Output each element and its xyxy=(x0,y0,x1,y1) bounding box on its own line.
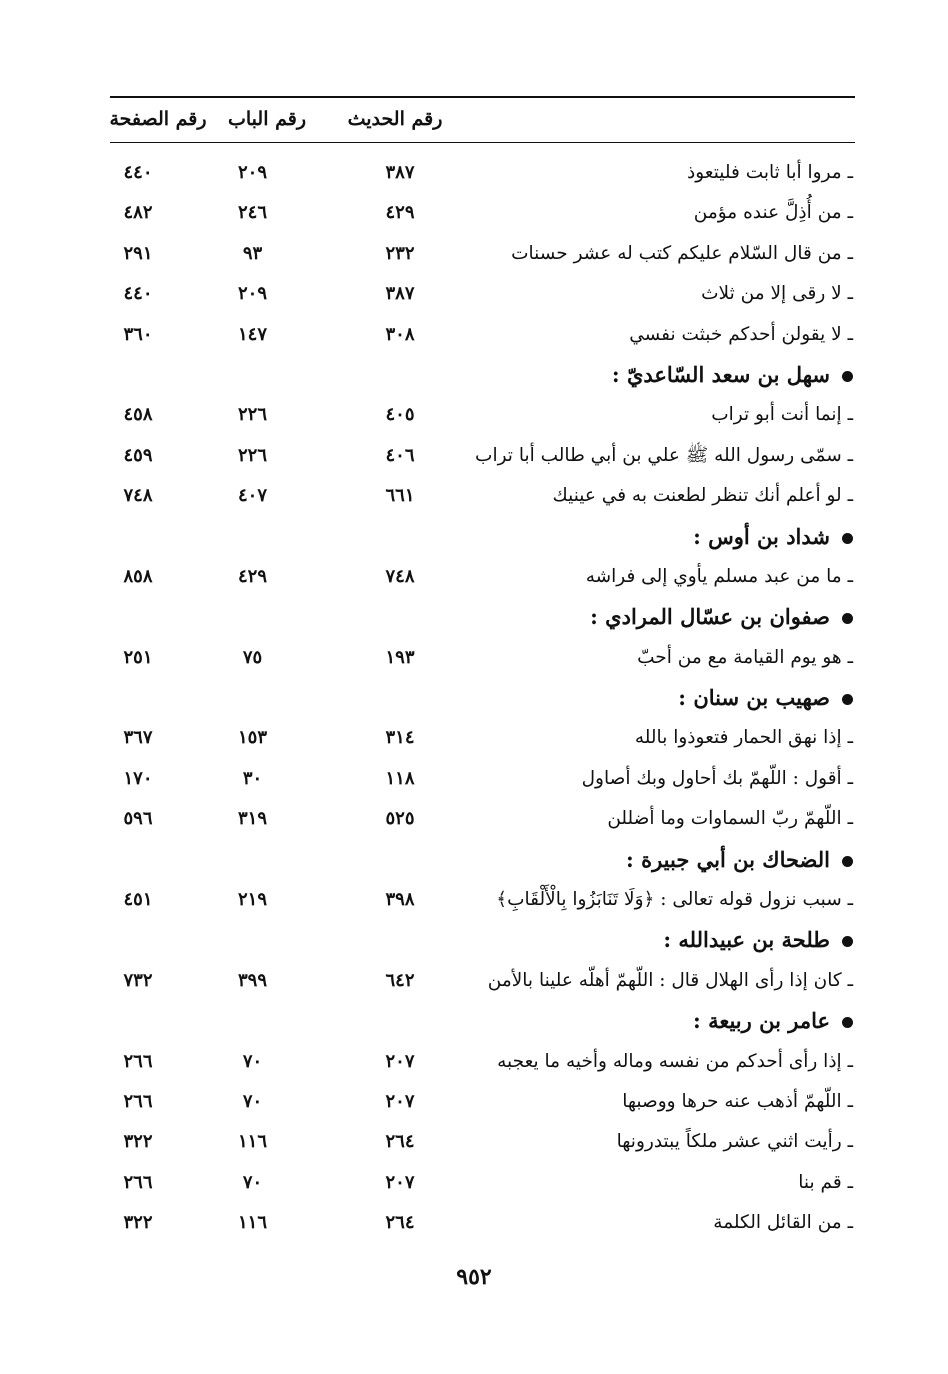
hadith-number: ١١٨ xyxy=(385,767,415,789)
page-ref: ٧٣٢ xyxy=(123,969,153,991)
hadith-text: ـ كان إذا رأى الهلال قال : اللّهمّ أهلّه علينا بالأمن xyxy=(487,969,853,991)
hadith-text: ـ لا رقى إلا من ثلاث xyxy=(701,283,853,305)
hadith-number xyxy=(352,358,448,392)
hadith-number: ٣٨٧ xyxy=(385,283,415,305)
hadith-number: ٤٠٥ xyxy=(385,404,415,426)
page-ref xyxy=(103,520,173,554)
page-ref: ٤٥٩ xyxy=(123,444,153,466)
narrator-name xyxy=(433,681,853,715)
narrator-label: عامر بن ربيعة : xyxy=(693,1008,830,1034)
index-table xyxy=(0,152,948,1243)
header-bab-number: رقم الباب xyxy=(228,108,306,130)
page-ref: ٤٤٠ xyxy=(123,283,153,305)
table-row xyxy=(0,475,948,515)
bab-number: ٢٠٩ xyxy=(237,283,267,305)
hadith-number: ٣١٤ xyxy=(385,727,415,749)
hadith-text: ـ سبب نزول قوله تعالى : ﴿وَلَا تَنَابَزُوا بِالْأَلْقَابِ﴾ xyxy=(496,889,853,911)
hadith-number: ٦٦١ xyxy=(385,485,415,507)
hadith-number: ٣٨٧ xyxy=(385,162,415,183)
narrator-heading-row xyxy=(0,839,948,879)
hadith-text: ـ ما من عبد مسلم يأوي إلى فراشه xyxy=(585,565,853,587)
bab-number: ٢١٩ xyxy=(237,889,267,911)
narrator-label: سهل بن سعد السّاعديّ : xyxy=(611,361,830,387)
table-row xyxy=(0,273,948,313)
narrator-heading-row xyxy=(0,596,948,636)
hadith-text: ـ اللّهمّ أذهب عنه حرها ووصبها xyxy=(622,1090,853,1112)
bab-number xyxy=(215,681,290,715)
hadith-number: ٣٩٨ xyxy=(385,889,415,911)
page-ref: ٢٦٦ xyxy=(123,1050,153,1072)
hadith-text: ـ مروا أبا ثابت فليتعوذ xyxy=(686,162,853,183)
hadith-number xyxy=(352,1004,448,1038)
hadith-text: ـ أقول : اللّهمّ بك أحاول وبك أصاول xyxy=(581,767,853,789)
hadith-text: ـ إذا نهق الحمار فتعوذوا بالله xyxy=(634,727,853,749)
header-hadith-number: رقم الحديث xyxy=(347,108,443,130)
table-row xyxy=(0,435,948,475)
bab-number: ٣١٩ xyxy=(237,808,267,830)
bab-number: ١٤٧ xyxy=(237,323,267,345)
narrator-name xyxy=(433,923,853,957)
table-row xyxy=(0,960,948,1000)
table-row xyxy=(0,1081,948,1121)
bab-number xyxy=(215,923,290,957)
hadith-text: ـ من أُذِلَّ عنده مؤمن xyxy=(693,202,853,224)
narrator-heading-row xyxy=(0,1000,948,1040)
hadith-number: ٢٠٧ xyxy=(385,1090,415,1112)
narrator-name xyxy=(433,843,853,877)
table-row xyxy=(0,637,948,677)
hadith-number: ٥٢٥ xyxy=(385,808,415,830)
bab-number: ٧٠ xyxy=(242,1171,263,1193)
hadith-number: ٧٤٨ xyxy=(385,565,415,587)
table-row xyxy=(0,798,948,838)
page-ref: ٣٢٢ xyxy=(123,1212,153,1234)
table-row xyxy=(0,717,948,757)
bab-number: ٢٢٦ xyxy=(237,444,267,466)
bab-number: ٧٥ xyxy=(242,646,263,668)
header-page-number: رقم الصفحة xyxy=(109,108,207,130)
hadith-text: ـ لو أعلم أنك تنظر لطعنت به في عينيك xyxy=(552,485,853,507)
bab-number: ٣٩٩ xyxy=(237,969,267,991)
table-row xyxy=(0,879,948,919)
page-ref: ٣٦٠ xyxy=(123,323,153,345)
table-row xyxy=(0,758,948,798)
bab-number: ٣٠ xyxy=(242,767,263,789)
page-ref xyxy=(103,600,173,634)
narrator-name xyxy=(433,358,853,392)
table-row xyxy=(0,192,948,232)
bullet-icon xyxy=(842,856,853,867)
page-ref: ٤٥٨ xyxy=(123,404,153,426)
hadith-number: ٢٦٤ xyxy=(385,1131,415,1153)
bab-number: ٤٠٧ xyxy=(237,485,267,507)
page-ref xyxy=(103,1004,173,1038)
page-ref xyxy=(103,358,173,392)
table-row xyxy=(0,556,948,596)
page-ref: ٥٩٦ xyxy=(123,808,153,830)
page-ref: ٤٥١ xyxy=(123,889,153,911)
page-ref: ٧٤٨ xyxy=(123,485,153,507)
bab-number: ٢٠٩ xyxy=(237,162,267,183)
table-row xyxy=(0,1162,948,1202)
bab-number xyxy=(215,358,290,392)
table-row xyxy=(0,394,948,434)
hadith-number: ٢٠٧ xyxy=(385,1050,415,1072)
bullet-icon xyxy=(842,371,853,382)
page-ref xyxy=(103,923,173,957)
hadith-text: ـ قم بنا xyxy=(798,1171,853,1193)
hadith-number: ٢٠٧ xyxy=(385,1171,415,1193)
page-ref: ٢٦٦ xyxy=(123,1090,153,1112)
hadith-number: ٢٦٤ xyxy=(385,1212,415,1234)
table-row xyxy=(0,152,948,192)
page-number: ٩٥٢ xyxy=(456,1264,492,1290)
page-ref: ٤٨٢ xyxy=(123,202,153,224)
narrator-heading-row xyxy=(0,919,948,959)
bab-number: ١١٦ xyxy=(237,1212,267,1234)
hadith-text: ـ لا يقولن أحدكم خبثت نفسي xyxy=(629,323,853,345)
bab-number: ٢٤٦ xyxy=(237,202,267,224)
bullet-icon xyxy=(842,1017,853,1028)
header-rule xyxy=(110,142,855,143)
hadith-text: ـ هو يوم القيامة مع من أحبّ xyxy=(637,646,853,668)
narrator-name xyxy=(433,600,853,634)
narrator-label: طلحة بن عبيدالله : xyxy=(663,927,830,953)
page-ref: ٣٢٢ xyxy=(123,1131,153,1153)
hadith-number: ٤٢٩ xyxy=(385,202,415,224)
bab-number: ٧٠ xyxy=(242,1090,263,1112)
bab-number: ١٥٣ xyxy=(237,727,267,749)
bullet-icon xyxy=(842,533,853,544)
bab-number xyxy=(215,600,290,634)
hadith-number: ٦٤٢ xyxy=(385,969,415,991)
hadith-text: ـ إذا رأى أحدكم من نفسه وماله وأخيه ما يعجبه xyxy=(497,1050,853,1072)
table-row xyxy=(0,1202,948,1242)
page-ref: ٢٥١ xyxy=(123,646,153,668)
hadith-text: ـ من القائل الكلمة xyxy=(713,1212,853,1234)
bab-number xyxy=(215,843,290,877)
page-ref: ٤٤٠ xyxy=(123,162,153,183)
hadith-number: ٢٣٢ xyxy=(385,242,415,264)
narrator-label: شداد بن أوس : xyxy=(693,523,830,549)
page-ref: ٢٩١ xyxy=(123,242,153,264)
page-ref xyxy=(103,681,173,715)
bab-number: ٧٠ xyxy=(242,1050,263,1072)
table-row xyxy=(0,1041,948,1081)
bullet-icon xyxy=(842,936,853,947)
hadith-text: ـ سمّى رسول الله ﷺ علي بن أبي طالب أبا تراب xyxy=(475,444,853,466)
narrator-name xyxy=(433,1004,853,1038)
narrator-label: الضحاك بن أبي جبيرة : xyxy=(626,846,830,872)
hadith-number: ٤٠٦ xyxy=(385,444,415,466)
page-ref xyxy=(103,843,173,877)
page-ref: ٢٦٦ xyxy=(123,1171,153,1193)
hadith-number: ١٩٣ xyxy=(385,646,415,668)
narrator-name xyxy=(433,520,853,554)
bab-number: ١١٦ xyxy=(237,1131,267,1153)
hadith-number xyxy=(352,520,448,554)
hadith-number xyxy=(352,923,448,957)
table-row xyxy=(0,233,948,273)
narrator-label: صفوان بن عسّال المرادي : xyxy=(590,604,830,630)
page-ref: ١٧٠ xyxy=(123,767,153,789)
bullet-icon xyxy=(842,694,853,705)
hadith-number xyxy=(352,681,448,715)
hadith-number xyxy=(352,600,448,634)
hadith-number: ٣٠٨ xyxy=(385,323,415,345)
hadith-text: ـ إنما أنت أبو تراب xyxy=(711,404,853,426)
hadith-text: ـ رأيت اثني عشر ملكاً يبتدرونها xyxy=(616,1131,853,1153)
top-rule xyxy=(110,96,855,98)
bab-number xyxy=(215,520,290,554)
hadith-text: ـ اللّهمّ ربّ السماوات وما أضللن xyxy=(607,808,853,830)
narrator-heading-row xyxy=(0,516,948,556)
table-row xyxy=(0,314,948,354)
table-row xyxy=(0,1121,948,1161)
bab-number: ٤٢٩ xyxy=(237,565,267,587)
page-ref: ٣٦٧ xyxy=(123,727,153,749)
hadith-text: ـ من قال السّلام عليكم كتب له عشر حسنات xyxy=(511,242,853,264)
page-ref: ٨٥٨ xyxy=(123,565,153,587)
bab-number xyxy=(215,1004,290,1038)
hadith-number xyxy=(352,843,448,877)
bab-number: ٢٢٦ xyxy=(237,404,267,426)
bab-number: ٩٣ xyxy=(242,242,263,264)
narrator-label: صهيب بن سنان : xyxy=(678,685,830,711)
narrator-heading-row xyxy=(0,677,948,717)
bullet-icon xyxy=(842,613,853,624)
narrator-heading-row xyxy=(0,354,948,394)
